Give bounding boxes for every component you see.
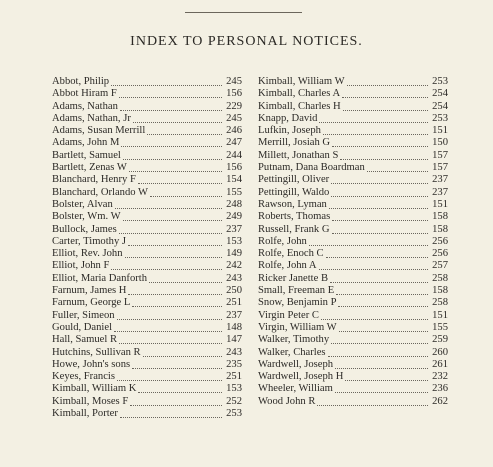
index-entry [52, 408, 242, 420]
entry-name: Adams, Nathan, Jr [52, 112, 131, 124]
dot-leader [328, 348, 428, 357]
entry-name: Bolster, Alvan [52, 198, 113, 210]
dot-leader [347, 77, 428, 86]
index-entry [52, 347, 242, 359]
dot-leader [138, 384, 222, 393]
index-entry [52, 199, 242, 211]
entry-page-number: 156 [226, 88, 242, 100]
dot-leader [336, 286, 428, 295]
entry-page-number: 237 [432, 186, 448, 198]
dot-leader [123, 212, 222, 221]
entry-page-number: 258 [432, 272, 448, 284]
entry-name: Blanchard, Henry F [52, 174, 136, 186]
entry-page-number: 158 [432, 285, 448, 297]
dot-leader [111, 77, 222, 86]
dot-leader [128, 237, 222, 246]
index-entry [52, 359, 242, 371]
entry-page-number: 155 [226, 186, 242, 198]
entry-page-number: 245 [226, 112, 242, 124]
entry-name: Carter, Timothy J [52, 235, 127, 247]
entry-name: Howe, John's sons [52, 358, 131, 370]
entry-name: Fuller, Simeon [52, 309, 115, 321]
entry-name: Abbot, Philip [52, 76, 110, 87]
index-entry [258, 383, 448, 395]
dot-leader [111, 261, 222, 270]
entry-page-number: 155 [432, 321, 448, 333]
entry-page-number: 257 [432, 260, 448, 272]
entry-page-number: 236 [432, 383, 448, 395]
dot-leader [335, 384, 428, 393]
entry-page-number: 151 [432, 198, 448, 210]
dot-leader [323, 126, 428, 135]
entry-name: Elliot, Maria Danforth [52, 272, 148, 284]
entry-name: Bolster, Wm. W [52, 211, 121, 223]
entry-page-number: 253 [432, 112, 448, 124]
dot-leader [114, 323, 222, 332]
entry-name: Snow, Benjamin P [258, 297, 337, 309]
entry-page-number: 242 [226, 260, 242, 272]
entry-name: Bartlett, Zenas W [52, 162, 127, 174]
index-entry [52, 125, 242, 137]
index-entry [52, 383, 242, 395]
entry-name: Adams, John M [52, 137, 120, 149]
index-entry [258, 297, 448, 309]
dot-leader [330, 274, 428, 283]
entry-page-number: 262 [432, 395, 448, 407]
entry-name: Kimball, Porter [52, 408, 118, 420]
entry-name: Keyes, Francis [52, 371, 115, 383]
dot-leader [132, 298, 222, 307]
index-entry [52, 371, 242, 383]
entry-name: Rolfe, Enoch C [258, 248, 324, 260]
index-entry [52, 297, 242, 309]
index-entry [258, 101, 448, 113]
index-entry [258, 224, 448, 236]
entry-page-number: 254 [432, 88, 448, 100]
entry-name: Elliot, John F [52, 260, 110, 272]
dot-leader [317, 397, 428, 406]
index-entry [258, 211, 448, 223]
entry-page-number: 250 [226, 285, 242, 297]
index-entry [258, 273, 448, 285]
entry-page-number: 251 [226, 371, 242, 383]
index-entry [258, 187, 448, 199]
index-entry [52, 248, 242, 260]
entry-name: Kimball, Charles H [258, 100, 341, 112]
dot-leader [138, 175, 222, 184]
dot-leader [339, 323, 428, 332]
dot-leader [120, 409, 222, 418]
dot-leader [130, 397, 222, 406]
dot-leader [338, 298, 428, 307]
dot-leader [335, 360, 428, 369]
dot-leader [119, 335, 222, 344]
entry-page-number: 237 [226, 309, 242, 321]
entry-page-number: 251 [226, 297, 242, 309]
index-entry [258, 174, 448, 186]
entry-name: Walker, Timothy [258, 334, 330, 346]
entry-page-number: 252 [226, 395, 242, 407]
entry-name: Abbot Hiram F [52, 88, 117, 100]
index-column-left [52, 76, 242, 420]
entry-name: Kimball, William K [52, 383, 137, 395]
index-entry [258, 334, 448, 346]
dot-leader [367, 163, 428, 172]
entry-name: Kimball, William W [258, 76, 345, 87]
entry-page-number: 249 [226, 211, 242, 223]
dot-leader [329, 200, 428, 209]
entry-page-number: 154 [226, 174, 242, 186]
entry-name: Farnum, James H [52, 285, 127, 297]
index-entry [258, 76, 448, 88]
dot-leader [342, 89, 428, 98]
dot-leader [119, 89, 222, 98]
entry-name: Rawson, Lyman [258, 198, 327, 210]
dot-leader [150, 188, 222, 197]
entry-name: Virgin Peter C [258, 309, 319, 321]
top-rule [185, 12, 302, 13]
dot-leader [331, 175, 428, 184]
dot-leader [331, 335, 428, 344]
dot-leader [319, 114, 428, 123]
index-entry [258, 322, 448, 334]
entry-page-number: 148 [226, 321, 242, 333]
index-entry [258, 88, 448, 100]
entry-page-number: 247 [226, 137, 242, 149]
entry-name: Wardwell, Joseph H [258, 371, 344, 383]
entry-page-number: 248 [226, 198, 242, 210]
index-entry [52, 273, 242, 285]
dot-leader [115, 200, 222, 209]
entry-page-number: 151 [432, 125, 448, 137]
entry-name: Putnam, Dana Boardman [258, 162, 365, 174]
dot-leader [129, 163, 222, 172]
entry-page-number: 237 [226, 223, 242, 235]
entry-page-number: 260 [432, 346, 448, 358]
entry-page-number: 157 [432, 162, 448, 174]
dot-leader [321, 311, 428, 320]
dot-leader [133, 114, 222, 123]
entry-name: Millett, Jonathan S [258, 149, 339, 161]
dot-leader [343, 102, 428, 111]
entry-page-number: 150 [432, 137, 448, 149]
dot-leader [326, 249, 428, 258]
index-entry [52, 285, 242, 297]
index-entry [52, 334, 242, 346]
dot-leader [309, 237, 428, 246]
entry-page-number: 158 [432, 223, 448, 235]
index-entry [258, 396, 448, 408]
index-entry [258, 162, 448, 174]
index-entry [52, 224, 242, 236]
entry-page-number: 261 [432, 358, 448, 370]
dot-leader [120, 102, 222, 111]
entry-name: Lufkin, Joseph [258, 125, 321, 137]
dot-leader [340, 151, 428, 160]
index-entry [52, 101, 242, 113]
index-entry [52, 174, 242, 186]
index-entry [258, 371, 448, 383]
entry-page-number: 237 [432, 174, 448, 186]
index-entry [52, 137, 242, 149]
entry-name: Virgin, William W [258, 321, 337, 333]
index-entry [52, 162, 242, 174]
entry-name: Russell, Frank G [258, 223, 330, 235]
index-entry [258, 347, 448, 359]
entry-name: Ricker Janette B [258, 272, 329, 284]
entry-page-number: 229 [226, 100, 242, 112]
entry-page-number: 246 [226, 125, 242, 137]
index-entry [258, 359, 448, 371]
index-entry [258, 150, 448, 162]
index-entry [52, 396, 242, 408]
entry-name: Hutchins, Sullivan R [52, 346, 141, 358]
entry-page-number: 235 [226, 358, 242, 370]
index-entry [52, 260, 242, 272]
entry-page-number: 253 [432, 76, 448, 87]
index-entry [52, 187, 242, 199]
dot-leader [119, 225, 222, 234]
entry-page-number: 256 [432, 235, 448, 247]
entry-name: Adams, Susan Merrill [52, 125, 146, 137]
entry-name: Kimball, Moses F [52, 395, 129, 407]
dot-leader [332, 212, 428, 221]
entry-name: Wardwell, Joseph [258, 358, 334, 370]
entry-page-number: 245 [226, 76, 242, 87]
dot-leader [332, 225, 428, 234]
entry-name: Wheeler, William [258, 383, 333, 395]
entry-name: Bullock, James [52, 223, 117, 235]
index-entry [258, 248, 448, 260]
entry-name: Rolfe, John [258, 235, 307, 247]
entry-name: Adams, Nathan [52, 100, 118, 112]
index-entry [52, 150, 242, 162]
dot-leader [128, 286, 222, 295]
entry-page-number: 153 [226, 235, 242, 247]
index-entry [258, 260, 448, 272]
dot-leader [117, 372, 222, 381]
index-entry [258, 236, 448, 248]
entry-name: Hall, Samuel R [52, 334, 118, 346]
entry-name: Small, Freeman E [258, 285, 335, 297]
index-entry [258, 310, 448, 322]
dot-leader [319, 261, 428, 270]
entry-page-number: 153 [226, 383, 242, 395]
index-entry [258, 285, 448, 297]
entry-page-number: 256 [432, 248, 448, 260]
entry-name: Blanchard, Orlando W [52, 186, 149, 198]
index-entry [258, 113, 448, 125]
entry-name: Pettingill, Oliver [258, 174, 330, 186]
index-entry [52, 88, 242, 100]
entry-name: Merrill, Josiah G [258, 137, 331, 149]
entry-page-number: 258 [432, 297, 448, 309]
index-entry [52, 76, 242, 88]
dot-leader [345, 372, 428, 381]
entry-name: Kimball, Charles A [258, 88, 341, 100]
entry-name: Wood John R [258, 395, 316, 407]
entry-page-number: 147 [226, 334, 242, 346]
entry-page-number: 151 [432, 309, 448, 321]
entry-name: Walker, Charles [258, 346, 326, 358]
entry-page-number: 243 [226, 346, 242, 358]
entry-name: Pettingill, Waldo [258, 186, 330, 198]
entry-page-number: 156 [226, 162, 242, 174]
entry-name: Rolfe, John A [258, 260, 317, 272]
dot-leader [332, 138, 428, 147]
index-column-right [258, 76, 448, 408]
index-entry [52, 113, 242, 125]
entry-page-number: 158 [432, 211, 448, 223]
entry-page-number: 254 [432, 100, 448, 112]
entry-name: Bartlett, Samuel [52, 149, 121, 161]
index-entry [258, 199, 448, 211]
dot-leader [143, 348, 222, 357]
entry-page-number: 149 [226, 248, 242, 260]
dot-leader [132, 360, 222, 369]
entry-page-number: 232 [432, 371, 448, 383]
entry-page-number: 259 [432, 334, 448, 346]
entry-page-number: 244 [226, 149, 242, 161]
dot-leader [331, 188, 428, 197]
entry-page-number: 253 [226, 408, 242, 420]
index-entry [52, 211, 242, 223]
dot-leader [117, 311, 222, 320]
dot-leader [149, 274, 222, 283]
dot-leader [123, 151, 222, 160]
dot-leader [121, 138, 222, 147]
index-entry [258, 137, 448, 149]
entry-name: Knapp, David [258, 112, 318, 124]
page-title: INDEX TO PERSONAL NOTICES. [130, 34, 363, 49]
entry-page-number: 243 [226, 272, 242, 284]
entry-name: Gould, Daniel [52, 321, 113, 333]
dot-leader [147, 126, 222, 135]
entry-name: Elliot, Rev. John [52, 248, 123, 260]
index-entry [52, 236, 242, 248]
entry-name: Roberts, Thomas [258, 211, 331, 223]
dot-leader [125, 249, 222, 258]
entry-name: Farnum, George L [52, 297, 131, 309]
index-entry [52, 322, 242, 334]
index-entry [52, 310, 242, 322]
entry-page-number: 157 [432, 149, 448, 161]
index-entry [258, 125, 448, 137]
